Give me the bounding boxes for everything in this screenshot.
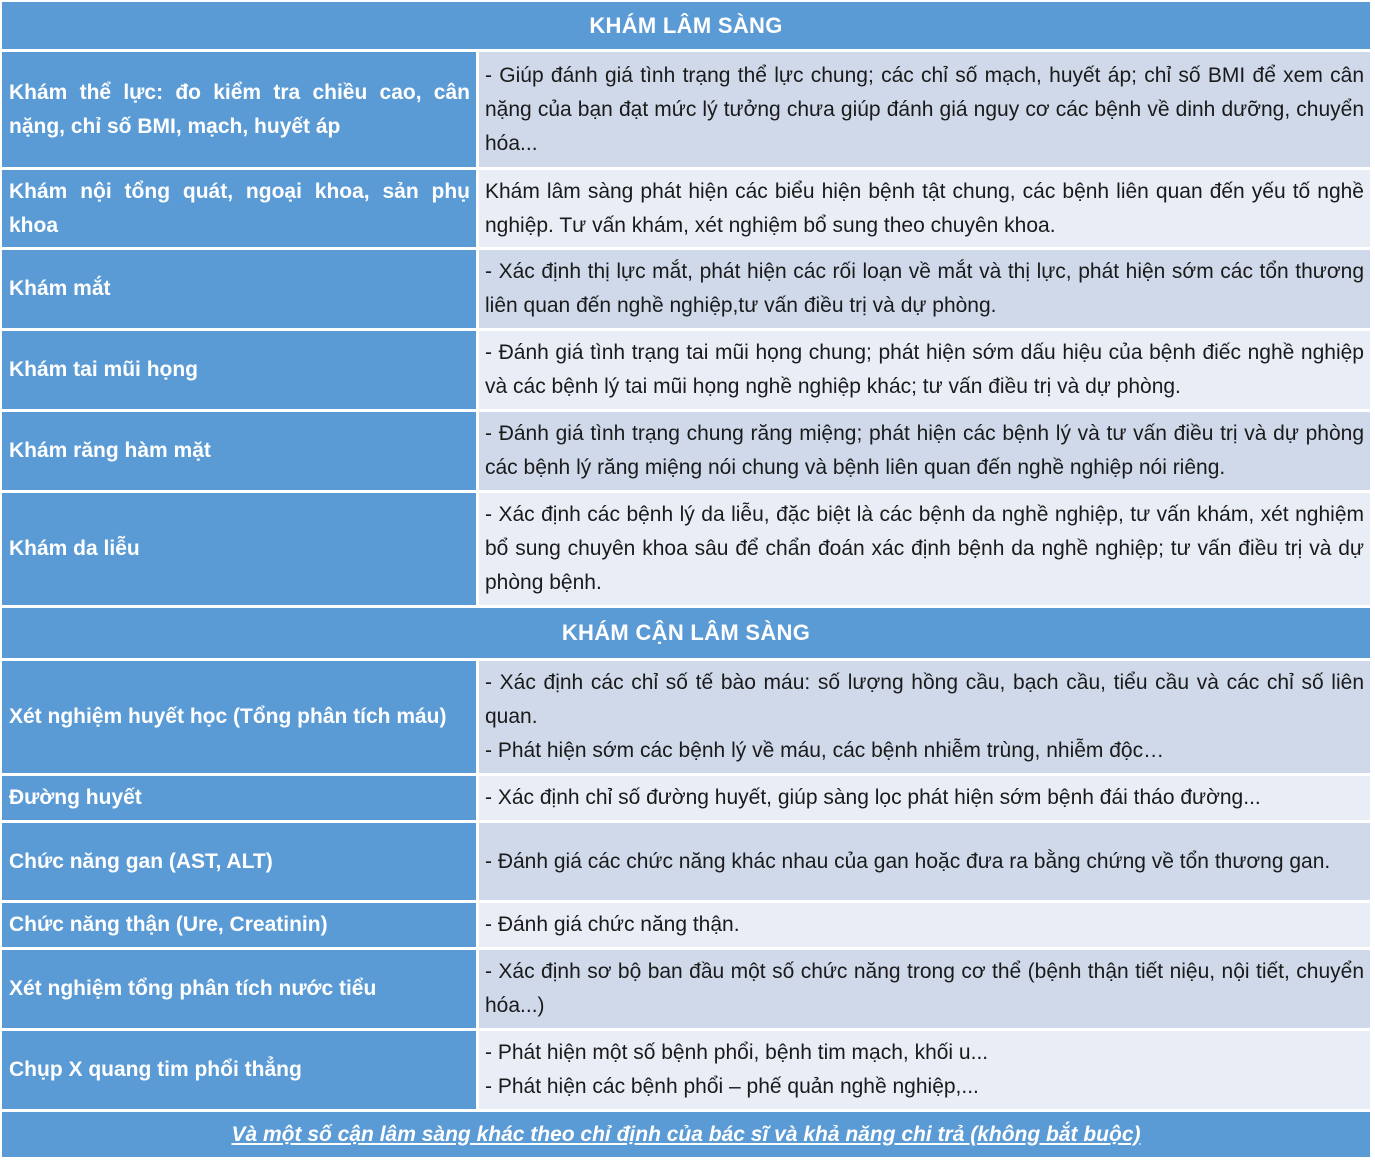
footer-note: Và một số cận lâm sàng khác theo chỉ định của bác sĩ và khả năng chi trả (không bắt buộc) xyxy=(2,1112,1370,1157)
row-description: - Giúp đánh giá tình trạng thể lực chung; các chỉ số mạch, huyết áp; chỉ số BMI để xem cân nặng của bạn đạt mức lý tưởng chưa giúp đánh giá nguy cơ các bệnh về dinh dưỡng, chuyển hóa... xyxy=(485,63,1364,155)
row-description: - Xác định các chỉ số tế bào máu: số lượng hồng cầu, bạch cầu, tiểu cầu và các chỉ số liên quan. - Phát hiện sớm các bệnh lý về máu, các bệnh nhiễm trùng, nhiễm độc… xyxy=(485,671,1364,762)
table-row xyxy=(2,903,1370,950)
row-label: Khám nội tổng quát, ngoại khoa, sản phụ khoa xyxy=(2,170,479,247)
row-label: Chức năng gan (AST, ALT) xyxy=(2,823,479,900)
table-row xyxy=(2,52,1370,170)
row-description: - Đánh giá chức năng thận. xyxy=(485,913,740,936)
table-row xyxy=(2,331,1370,412)
row-label: Khám da liễu xyxy=(2,493,479,605)
row-description: - Xác định chỉ số đường huyết, giúp sàng lọc phát hiện sớm bệnh đái tháo đường... xyxy=(485,786,1261,809)
row-description: - Phát hiện một số bệnh phổi, bệnh tim mạch, khối u... - Phát hiện các bệnh phổi – phế quản nghề nghiệp,... xyxy=(485,1041,989,1098)
row-label: Đường huyết xyxy=(2,776,479,820)
row-description: Khám lâm sàng phát hiện các biểu hiện bệnh tật chung, các bệnh liên quan đến yếu tố nghề nghiệp. Tư vấn khám, xét nghiệm bổ sung theo chuyên khoa. xyxy=(485,179,1364,237)
row-label: Xét nghiệm huyết học (Tổng phân tích máu) xyxy=(2,661,479,773)
row-description: - Xác định các bệnh lý da liễu, đặc biệt là các bệnh da nghề nghiệp, tư vấn khám, xét nghiệm bổ sung chuyên khoa sâu để chẩn đoán xác định bệnh da nghề nghiệp; tư vấn điều trị và dự phòng bệnh. xyxy=(485,503,1364,594)
row-description: - Đánh giá các chức năng khác nhau của gan hoặc đưa ra bằng chứng về tổn thương gan. xyxy=(485,849,1331,873)
row-label: Khám tai mũi họng xyxy=(2,331,479,409)
row-description: - Xác định thị lực mắt, phát hiện các rối loạn về mắt và thị lực, phát hiện sớm các tổn thương liên quan đến nghề nghiệp,tư vấn điều trị và dự phòng. xyxy=(485,260,1364,317)
row-label: Chức năng thận (Ure, Creatinin) xyxy=(2,903,479,947)
row-label: Khám thể lực: đo kiểm tra chiều cao, cân nặng, chỉ số BMI, mạch, huyết áp xyxy=(2,52,479,167)
row-label: Chụp X quang tim phổi thẳng xyxy=(2,1031,479,1109)
table-row xyxy=(2,1031,1370,1112)
row-label: Xét nghiệm tổng phân tích nước tiểu xyxy=(2,950,479,1028)
table-row xyxy=(2,412,1370,493)
table-row xyxy=(2,661,1370,776)
row-label: Khám răng hàm mặt xyxy=(2,412,479,490)
section-header-clinical: KHÁM LÂM SÀNG xyxy=(2,2,1370,52)
checkup-table xyxy=(2,2,1370,1157)
table-row xyxy=(2,823,1370,903)
table-row xyxy=(2,950,1370,1031)
row-label: Khám mắt xyxy=(2,250,479,328)
section-header-paraclinical: KHÁM CẬN LÂM SÀNG xyxy=(2,608,1370,661)
row-description: - Đánh giá tình trạng tai mũi họng chung; phát hiện sớm dấu hiệu của bệnh điếc nghề nghiệp và các bệnh lý tai mũi họng nghề nghiệp khác; tư vấn điều trị và dự phòng. xyxy=(485,341,1364,398)
row-description: - Đánh giá tình trạng chung răng miệng; phát hiện các bệnh lý và tư vấn điều trị và dự phòng các bệnh lý răng miệng nói chung và bệnh liên quan đến nghề nghiệp nói riêng. xyxy=(485,422,1364,479)
table-row xyxy=(2,170,1370,250)
row-description: - Xác định sơ bộ ban đầu một số chức năng trong cơ thể (bệnh thận tiết niệu, nội tiết, chuyển hóa...) xyxy=(485,960,1364,1017)
table-row xyxy=(2,776,1370,823)
table-row xyxy=(2,250,1370,331)
table-row xyxy=(2,493,1370,608)
